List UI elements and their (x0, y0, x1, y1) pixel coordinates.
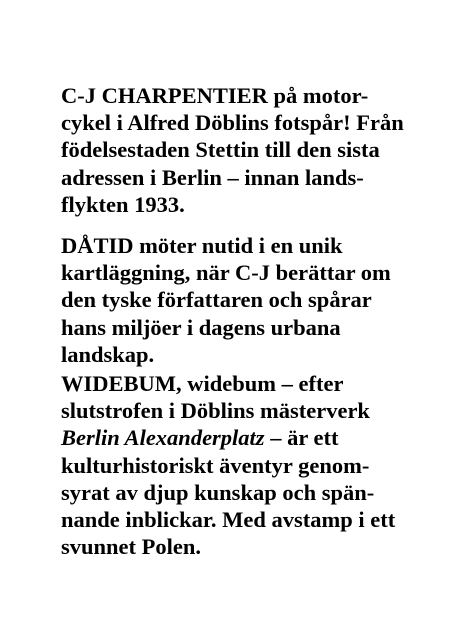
text-line: syrat av djup kunskap och spän- (61, 479, 375, 505)
text-line: nande inblickar. Med avstamp i ett (61, 507, 396, 533)
text-line: flykten 1933. (61, 191, 185, 217)
text-line: födelsestaden Stettin till den sista (61, 137, 380, 163)
text-line: landskap. (61, 341, 155, 367)
text-line: C-J CHARPENTIER på motor- (61, 83, 369, 108)
paragraph-1 (61, 82, 404, 218)
text-line-rest: – är ett (264, 425, 339, 451)
paragraph-3 (61, 370, 396, 560)
text-line: DÅTID möter nutid i en unik (61, 233, 343, 258)
text-line: svunnet Polen. (61, 534, 202, 560)
text-line: kulturhistoriskt äventyr genom- (61, 452, 370, 478)
book-title: Berlin Alexanderplatz (61, 425, 265, 451)
text-line: adressen i Berlin – innan lands- (61, 164, 364, 190)
text-line: cykel i Alfred Döblins fotspår! Från (61, 110, 404, 136)
text-line: kartläggning, när C-J berättar om (61, 260, 391, 286)
text-line: slutstrofen i Döblins mästerverk (61, 398, 370, 424)
text-line: hans miljöer i dagens urbana (61, 314, 341, 340)
paragraph-2 (61, 232, 391, 368)
text-line-mixed (61, 424, 391, 451)
text-line: den tyske författaren och spårar (61, 287, 372, 313)
text-line: WIDEBUM, widebum – efter (61, 371, 344, 396)
